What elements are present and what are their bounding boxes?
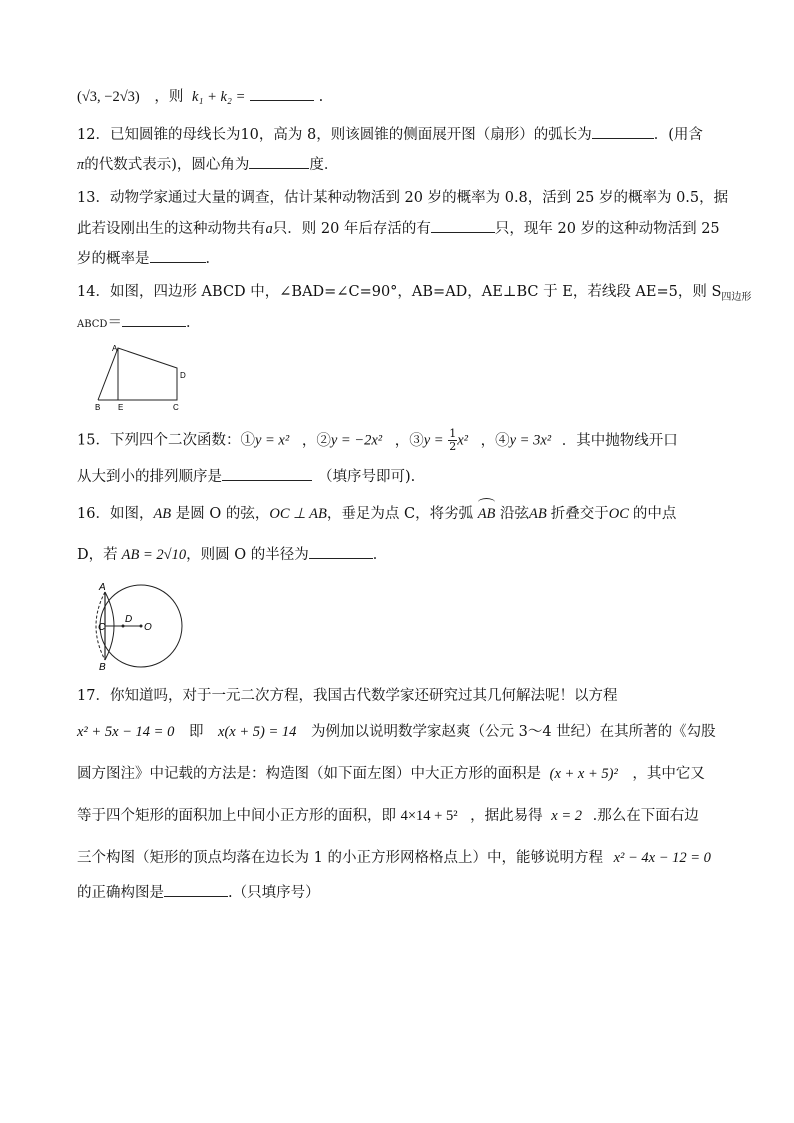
- q15-text2b: （填序号即可).: [318, 469, 416, 485]
- q14-label-B: B: [95, 403, 101, 412]
- q15-f1: y = x²: [254, 432, 290, 449]
- q17-ji: 即: [188, 724, 204, 740]
- q14-label-C: C: [173, 403, 179, 412]
- q16-eq: AB = 2√10: [121, 547, 187, 563]
- q16-text-b: 是圆 O 的弦，: [175, 506, 270, 522]
- q11-sum: k₁ + k₂ =: [191, 89, 246, 105]
- q15-f3-post: x²: [457, 432, 468, 449]
- q17-text3b: ，其中它又: [632, 766, 705, 782]
- q16-ab: AB: [153, 506, 172, 522]
- q17-text2b: 为例加以说明数学家赵爽（公元 3～4 世纪）在其所著的《勾股: [311, 724, 716, 740]
- q15-line1: [77, 428, 678, 453]
- q12-blank-angle[interactable]: [249, 154, 309, 169]
- q14-line1: [77, 282, 751, 304]
- q17-line3: [77, 764, 705, 784]
- q11-then: ，则: [154, 89, 184, 105]
- q16-arc-ab: [478, 504, 496, 524]
- q15-f3-pre: y =: [423, 432, 444, 449]
- q15-text-b: ，②: [301, 432, 331, 449]
- q14-text1: 14．如图，四边形 ABCD 中，∠BAD=∠C=90°，AB=AD，AE⊥BC 于 E，若线段 AE=5，则 S: [77, 284, 722, 300]
- q13-blank-2[interactable]: [150, 248, 206, 263]
- q14-sub1: 四边形: [721, 292, 752, 303]
- q14-figure: [88, 338, 198, 414]
- q16-label-B: B: [99, 662, 106, 673]
- q16-text2b: ，则圆 O 的半径为: [186, 547, 309, 563]
- q14-blank[interactable]: [122, 312, 186, 327]
- q12-blank-arc[interactable]: [592, 124, 654, 139]
- q15-text-e: ．其中抛物线开口: [561, 432, 678, 449]
- q13-line3: [77, 248, 220, 269]
- q17-eq3: (x + x + 5)²: [549, 766, 618, 782]
- q15-text-c: ，③: [394, 432, 424, 449]
- q11-blank[interactable]: [250, 86, 314, 101]
- q16-figure: [90, 574, 190, 674]
- q16-text-a: 16．如图，: [77, 506, 154, 522]
- q16-text2a: D，若: [77, 547, 118, 563]
- q17-line1: 17．你知道吗，对于一元二次方程，我国古代数学家还研究过其几何解法呢！以方程: [77, 688, 618, 704]
- q17-text4b: ，据此易得: [470, 808, 543, 824]
- q17-eq4: 4×14 + 5²: [400, 808, 458, 824]
- q17-eq5: x = 2: [551, 808, 583, 824]
- q17-text4c: .那么在下面右边: [592, 808, 699, 824]
- q17-blank[interactable]: [164, 882, 228, 897]
- q16-text-f: 的中点: [632, 506, 677, 522]
- q15-line2: [77, 466, 415, 487]
- q12-text2-end: 度．: [309, 157, 339, 173]
- q13-line2: [77, 218, 720, 239]
- q16-oc: OC: [608, 506, 629, 522]
- q16-text-e: 折叠交于: [550, 506, 609, 522]
- q17-text3a: 圆方图注》中记载的方法是：构造图（如下面左图）中大正方形的面积是: [77, 766, 541, 782]
- q17-line6: [77, 882, 320, 903]
- q16-text-d: 沿弦: [500, 506, 530, 522]
- q15-text-a: 15．下列四个二次函数：①: [77, 432, 255, 449]
- q16-label-A: A: [99, 582, 106, 593]
- q11-point: (√3, −2√3): [77, 89, 140, 105]
- q16-text-c: ，垂足为点 C，将劣弧: [326, 506, 474, 522]
- q16-arc-label: AB: [477, 506, 496, 522]
- q14-eq: ＝: [107, 315, 122, 331]
- q17-text4a: 等于四个矩形的面积加上中间小正方形的面积，即: [77, 808, 396, 824]
- q17-line5: [77, 848, 711, 868]
- q11-line: [77, 86, 323, 107]
- q15-f2: y = −2x²: [330, 432, 383, 449]
- q17-text5a: 三个构图（矩形的顶点均落在边长为 1 的小正方形网格格点上）中，能够说明方程: [77, 850, 603, 866]
- q15-text2a: 从大到小的排列顺序是: [77, 469, 222, 485]
- q16-text2c: ．: [372, 547, 388, 563]
- q15-blank[interactable]: [222, 466, 312, 481]
- q17-line4: [77, 806, 699, 826]
- q17-eq6: x² − 4x − 12 = 0: [613, 850, 711, 866]
- q13-var-a: a: [265, 221, 273, 237]
- q16-label-O: O: [144, 622, 152, 633]
- q12-line1: [77, 124, 703, 145]
- q14-end: ．: [185, 315, 201, 331]
- q14-label-E: E: [118, 403, 124, 412]
- q16-line2: [77, 544, 387, 565]
- q15-fraction: [448, 428, 457, 453]
- q15-f4: y = 3x²: [509, 432, 552, 449]
- q15-frac-num: 1: [449, 427, 457, 440]
- q13-line1: 13．动物学家通过大量的调查，估计某种动物活到 20 岁的概率为 0.8，活到 25 岁的概率为 0.5，据: [77, 190, 729, 206]
- q12-text1-end: ．(用含: [653, 127, 703, 143]
- q16-arc-mark: [478, 498, 496, 507]
- q11-end: .: [318, 89, 324, 105]
- q13-text2a: 此若设刚出生的这种动物共有: [77, 221, 266, 237]
- q12-text1: 12．已知圆锥的母线长为10，高为 8，则该圆锥的侧面展开图（扇形）的弧长为: [77, 127, 592, 143]
- q14-label-A: A: [112, 344, 118, 353]
- q14-line2: [77, 312, 200, 335]
- q13-text2b: 只．则 20 年后存活的有: [272, 221, 431, 237]
- q12-pi: π: [77, 157, 85, 173]
- q16-point-o: [140, 625, 143, 628]
- q14-sub2: ABCD: [77, 319, 108, 330]
- q12-text2: 的代数式表示)，圆心角为: [84, 157, 250, 173]
- q17-line2: [77, 722, 716, 742]
- q16-label-D: D: [125, 614, 133, 625]
- q14-quadrilateral: [98, 348, 177, 400]
- q16-ab2: AB: [529, 506, 547, 522]
- q13-text3b: ．: [205, 251, 220, 267]
- q14-label-D: D: [180, 371, 186, 380]
- q15-text-d: ，④: [480, 432, 510, 449]
- q17-text6b: .（只填序号）: [228, 885, 320, 901]
- q17-text6a: 的正确构图是: [77, 885, 164, 901]
- q13-blank-1[interactable]: [431, 218, 495, 233]
- q17-eq1: x² + 5x − 14 = 0: [77, 724, 175, 740]
- q16-label-C: C: [98, 622, 106, 633]
- q12-line2: [77, 154, 338, 175]
- q15-frac-den: 2: [449, 440, 457, 453]
- q13-text2c: 只，现年 20 岁的这种动物活到 25: [494, 221, 720, 237]
- q13-text3a: 岁的概率是: [77, 251, 150, 267]
- q16-blank[interactable]: [309, 544, 373, 559]
- q16-line1: [77, 504, 676, 524]
- q16-perp: OC ⊥ AB: [269, 506, 327, 522]
- q17-eq2: x(x + 5) = 14: [218, 724, 297, 740]
